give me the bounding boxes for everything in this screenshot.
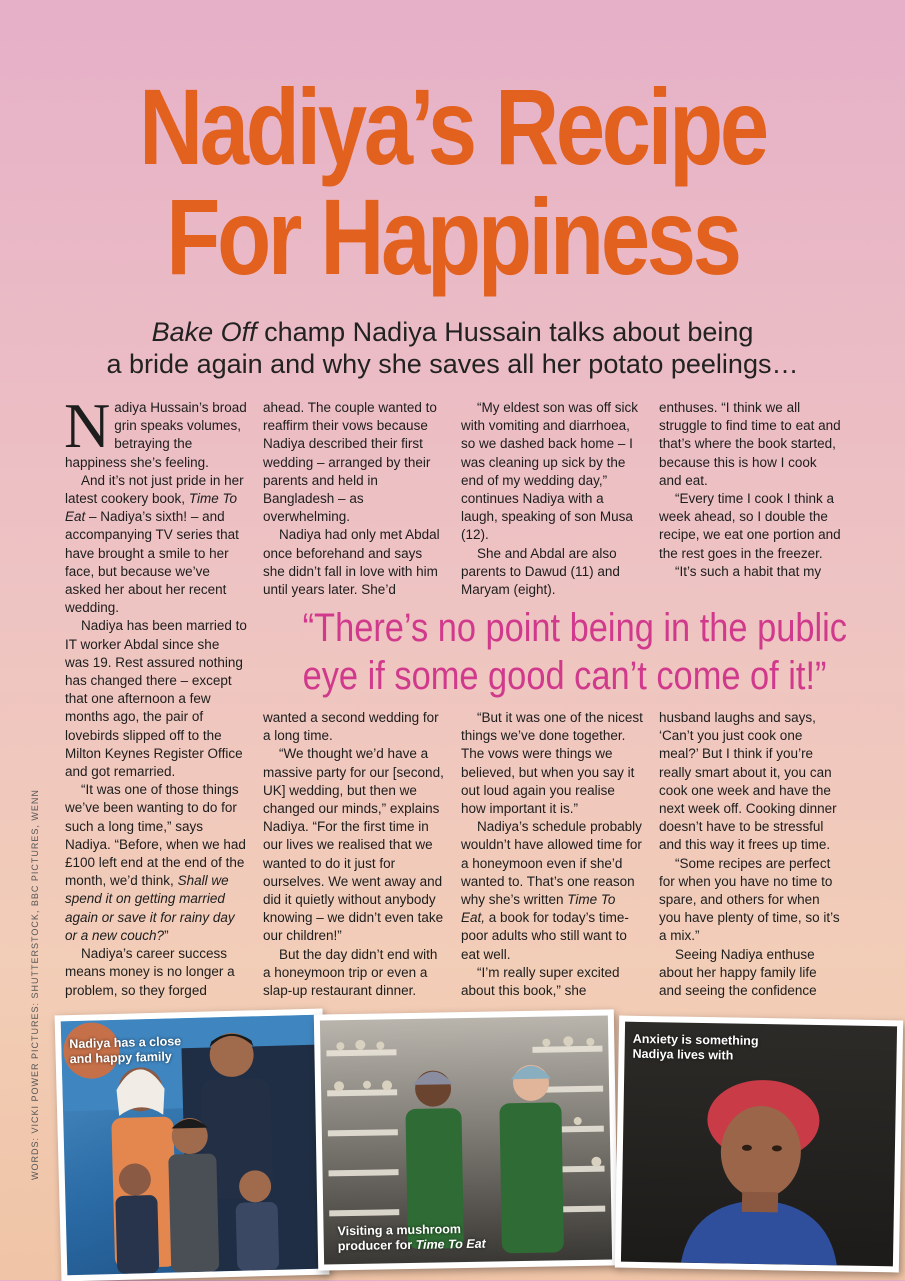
standfirst-line-2: a bride again and why she saves all her potato peelings… [106, 349, 799, 379]
article-paragraph: “It was one of those things we’ve been wanting to do for such a long time,” says Nadiya. “Before, when we had £100 left end at the end of the month, we’d think, Shall we spend it on getting married again or save it for rainy day or a new couch?” [65, 782, 246, 943]
article-paragraph: “Every time I cook I think a week ahead, so I double the recipe, we eat one portion and the rest goes in the freezer. [659, 491, 841, 561]
article-column-3-top [461, 399, 643, 599]
article-paragraph: “It’s such a habit that my [675, 563, 822, 579]
standfirst [60, 316, 845, 380]
article-paragraph: And it’s not just pride in her latest cookery book, Time To Eat – Nadiya’s sixth! – and accompanying TV series that have brought a smile to her face, but because we’ve asked her about her recent wedding. [65, 472, 244, 616]
article-paragraph: Nadiya’s schedule probably wouldn’t have allowed time for a honeymoon even if she’d wanted to. That’s one reason why she’s written Time To Eat, a book for today’s time-poor adults who still want to eat well. [461, 819, 642, 962]
pull-quote [302, 604, 847, 700]
article-paragraph: “My eldest son was off sick with vomiting and diarrhoea, so we dashed back home – I was cleaning up sick by the end of my wedding day,” continues Nadiya with a laugh, speaking of son Musa (12). [461, 400, 639, 543]
article-paragraph: “Some recipes are perfect for when you have no time to spare, and others for when you have plenty of time, so it’s a mix.” [659, 855, 840, 944]
portrait-photo [615, 1016, 903, 1273]
mushroom-photo [314, 1009, 618, 1270]
drop-cap: N [64, 390, 111, 461]
article-paragraph: Nadiya’s career success means money is no longer a problem, so they forged [65, 946, 235, 998]
article-paragraph: husband laughs and says, ‘Can’t you just cook one meal?’ But I think if you’re really smart about it, you can cook one week and have the next week off. Cooking dinner doesn’t have to be stressful and this way it frees up time. [659, 710, 837, 853]
article-paragraph: “I’m really super excited about this book,” she [461, 964, 620, 999]
headline [81, 66, 823, 297]
pull-quote-line-1: “There’s no point being in the public [302, 606, 847, 650]
photo-credit: WORDS: VICKI POWER PICTURES: SHUTTERSTOCK, BBC PICTURES, WENN [30, 789, 40, 1180]
mushroom-caption: Visiting a mushroom producer for Time To Eat [337, 1222, 486, 1254]
article-paragraph: Seeing Nadiya enthuse about her happy family life and seeing the confidence [659, 946, 817, 999]
headline-line-2: For Happiness [166, 176, 739, 297]
portrait-caption: Anxiety is something Nadiya lives with [632, 1031, 759, 1063]
article-column-2-top [263, 399, 445, 599]
article-paragraph: “But it was one of the nicest things we’ve done together. The vows were things we believed, but when you say it out loud again you realise how important it is.” [461, 710, 643, 817]
article-paragraph: “We thought we’d have a massive party for our [second, UK] wedding, but then we changed our minds,” explains Nadiya. “For the first time in our lives we realised that we wanted to do it just for ourselves. We went away and did it quietly without anybody knowing – we didn’t even take our children!” [263, 746, 444, 944]
family-caption: Nadiya has a close and happy family [69, 1034, 182, 1067]
article-paragraph: wanted a second wedding for a long time. [263, 710, 439, 744]
article-column-2-bottom [263, 709, 445, 1000]
article-paragraph: Nadiya had only met Abdal once beforehand and says she didn’t fall in love with him until years later. She’d [263, 527, 440, 598]
family-photo [55, 1009, 330, 1281]
article-paragraph: She and Abdal are also parents to Dawud (11) and Maryam (eight). [461, 545, 620, 598]
article-column-4-top [659, 399, 841, 581]
standfirst-line-1: champ Nadiya Hussain talks about being [256, 317, 754, 347]
article-paragraph: But the day didn’t end with a honeymoon trip or even a slap-up restaurant dinner. [263, 946, 438, 999]
article-column-3-bottom [461, 709, 643, 1000]
article-column-4-bottom [659, 709, 841, 1000]
article-paragraph: enthuses. “I think we all struggle to find time to eat and that’s where the book started, because this is how I cook and eat. [659, 400, 841, 488]
article-column-1 [64, 390, 247, 1000]
pull-quote-line-2: eye if some good can’t come of it!” [302, 654, 827, 698]
article-paragraph: Nadiya has been married to IT worker Abdal since she was 19. Rest assured nothing has changed there – except that one afternoon a few months ago, the pair of lovebirds slipped off to the Milton Keynes Register Office and got remarried. [65, 618, 247, 780]
headline-line-1: Nadiya’s Recipe [139, 66, 766, 187]
article-paragraph: Nadiya Hussain’s broad grin speaks volumes, betraying the happiness she’s feeling. [64, 390, 247, 470]
standfirst-show-name: Bake Off [151, 317, 257, 347]
article-paragraph: ahead. The couple wanted to reaffirm their vows because Nadiya described their first wedding – arranged by their parents and held in Bangladesh – as overwhelming. [263, 400, 437, 525]
